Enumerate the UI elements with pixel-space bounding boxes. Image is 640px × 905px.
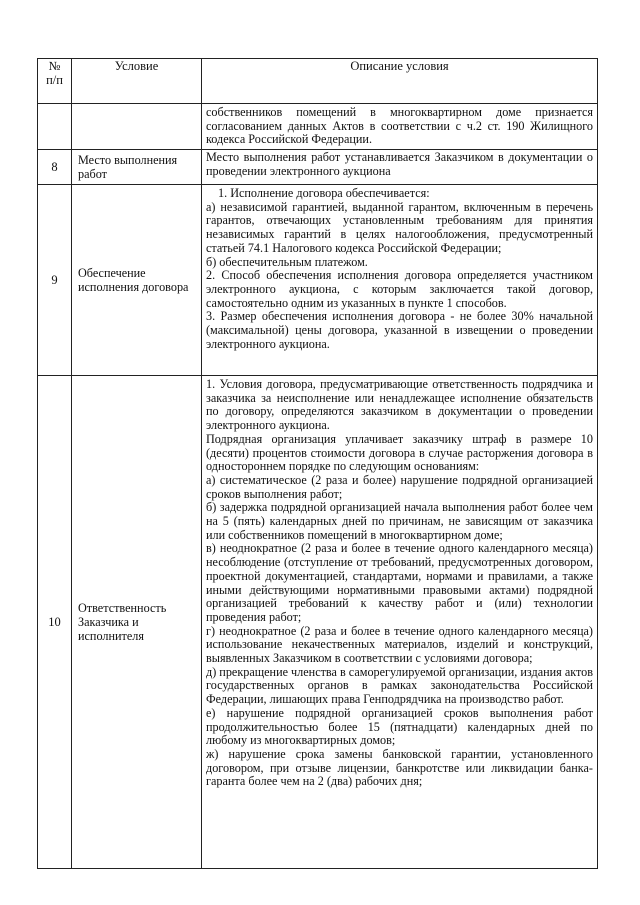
description-paragraph: а) систематическое (2 раза и более) нарушение подрядной организацией сроков выполнения работ; — [206, 472, 593, 501]
description-paragraph: 1. Исполнение договора обеспечивается: — [218, 186, 430, 200]
description-paragraph: б) задержка подрядной организацией начала выполнения работ более чем на 5 (пять) календарных дней по причинам, не зависящим от заказчика или собственников помещений в многоквартирном доме; — [206, 500, 593, 542]
description-paragraph: собственников помещений в многоквартирном доме признается согласованием данных Актов в соответствии с ч.2 ст. 190 Жилищного кодекса Российской Федерации. — [206, 105, 593, 147]
conditions-table — [37, 58, 598, 869]
row-condition: Ответственность Заказчика и исполнителя — [72, 376, 202, 869]
description-paragraph: 1. Условия договора, предусматривающие ответственность подрядчика и заказчика за неисполнение или ненадлежащее исполнение обязательств по договору, определяются заказчиком в документации о проведении электронного аукциона. — [206, 377, 593, 433]
description-paragraph: Место выполнения работ устанавливается Заказчиком в документации о проведении электронного аукциона — [206, 150, 593, 178]
description-paragraph: 3. Размер обеспечения исполнения договора - не более 30% начальной (максимальной) цены договора, указанной в извещении о проведении электронного аукциона. — [206, 309, 593, 351]
header-num: № п/п — [38, 59, 72, 104]
row-condition: Обеспечение исполнения договора — [72, 185, 202, 376]
row-condition — [72, 104, 202, 150]
row-number: 10 — [38, 376, 72, 869]
row-number: 8 — [38, 150, 72, 185]
description-paragraph: 2. Способ обеспечения исполнения договора определяется участником электронного аукциона, с которым заключается такой договор, самостоятельно одним из указанных в пункте 1 способов. — [206, 268, 593, 310]
table-row — [38, 104, 598, 150]
row-description — [202, 376, 598, 869]
header-description: Описание условия — [202, 59, 598, 104]
description-paragraph: г) неоднократное (2 раза и более в течение одного календарного месяца) использование некачественных материалов, изделий и конструкций, выявленных Заказчиком в соответствии с условиями договора; — [206, 623, 593, 666]
description-paragraph: е) нарушение подрядной организацией сроков выполнения работ продолжительностью более 15 (пятнадцати) календарных дней по любому из многоквартирных домов; — [206, 705, 593, 748]
row-number: 9 — [38, 185, 72, 376]
description-paragraph: а) независимой гарантией, выданной гарантом, включенным в перечень гарантов, отвечающих установленным требованиям для принятия независимых гарантий в целях налогообложения, предусмотренный статьей 74.1 Налогового кодекса Российской Федерации; — [206, 199, 593, 255]
header-condition: Условие — [72, 59, 202, 104]
row-number — [38, 104, 72, 150]
description-paragraph: в) неоднократное (2 раза и более в течение одного календарного месяца) несоблюдение (отступление от требований, предусмотренных договором, проектной документацией, стандартами, нормами и правилами, а также иными действующими нормативными правовыми актами) подрядной организацией требований к качеству работ и (или) технологии проведения работ; — [206, 541, 593, 624]
description-paragraph: д) прекращение членства в саморегулируемой организации, издания актов государственных органов в рамках законодательства Российской Федерации, лишающих права Генподрядчика на производство работ. — [206, 664, 593, 707]
row-description — [202, 150, 598, 185]
table-header-row — [38, 59, 598, 104]
row-condition: Место выполнения работ — [72, 150, 202, 185]
description-paragraph: б) обеспечительным платежом. — [206, 254, 368, 269]
table-row — [38, 150, 598, 185]
description-paragraph: Подрядная организация уплачивает заказчику штраф в размере 10 (десяти) процентов стоимости договора в случае расторжения договора в одностороннем порядке по следующим основаниям: — [206, 431, 593, 474]
row-description — [202, 185, 598, 376]
table-row — [38, 185, 598, 376]
row-description — [202, 104, 598, 150]
description-paragraph: ж) нарушение срока замены банковской гарантии, установленного договором, при отзыве лицензии, банкротстве или ликвидации банка-гаранта более чем на 2 (два) рабочих дня; — [206, 746, 593, 789]
table-row — [38, 376, 598, 869]
